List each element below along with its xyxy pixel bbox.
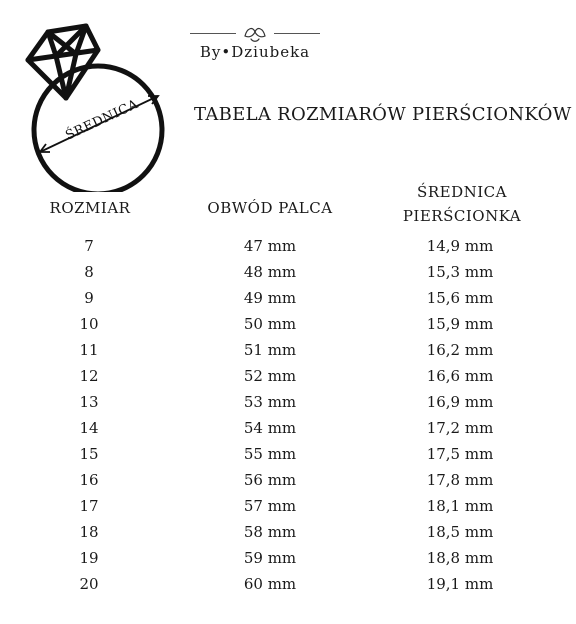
size-cell: 17 <box>79 497 99 515</box>
brand-logo <box>190 22 320 62</box>
circumference-cell: 54 mm <box>243 419 297 437</box>
circumference-cell: 56 mm <box>243 471 297 489</box>
diamond-ring-icon <box>10 12 180 192</box>
size-cell: 10 <box>79 315 99 333</box>
circumference-cell: 53 mm <box>243 393 297 411</box>
size-cell: 16 <box>79 471 99 489</box>
table-row <box>0 572 576 598</box>
size-table <box>0 234 576 598</box>
size-cell: 9 <box>84 289 94 307</box>
diameter-cell: 16,9 mm <box>426 393 494 411</box>
size-cell: 20 <box>79 575 99 593</box>
diameter-cell: 17,5 mm <box>426 445 494 463</box>
size-cell: 19 <box>79 549 99 567</box>
diameter-cell: 18,1 mm <box>426 497 494 515</box>
header-size: ROZMIAR <box>49 199 131 217</box>
diameter-cell: 15,6 mm <box>426 289 494 307</box>
circumference-cell: 57 mm <box>243 497 297 515</box>
header-circumference: OBWÓD PALCA <box>207 199 333 217</box>
table-row <box>0 338 576 364</box>
circumference-cell: 49 mm <box>243 289 297 307</box>
table-row <box>0 286 576 312</box>
table-row <box>0 520 576 546</box>
diameter-cell: 16,6 mm <box>426 367 494 385</box>
bird-pair-icon <box>241 22 269 44</box>
size-cell: 13 <box>79 393 99 411</box>
table-row <box>0 468 576 494</box>
header-diameter-line1: ŚREDNICA <box>417 183 507 201</box>
brand-divider-left <box>190 33 236 34</box>
circumference-cell: 60 mm <box>243 575 297 593</box>
table-row <box>0 442 576 468</box>
diameter-cell: 14,9 mm <box>426 237 494 255</box>
table-row <box>0 364 576 390</box>
circumference-cell: 48 mm <box>243 263 297 281</box>
size-cell: 11 <box>79 341 99 359</box>
table-row <box>0 260 576 286</box>
brand-name: By•Dziubeka <box>199 43 311 61</box>
table-row <box>0 546 576 572</box>
circumference-cell: 50 mm <box>243 315 297 333</box>
diameter-cell: 17,8 mm <box>426 471 494 489</box>
table-row <box>0 494 576 520</box>
circumference-cell: 55 mm <box>243 445 297 463</box>
table-row <box>0 390 576 416</box>
circumference-cell: 47 mm <box>243 237 297 255</box>
diameter-cell: 17,2 mm <box>426 419 494 437</box>
diameter-cell: 18,5 mm <box>426 523 494 541</box>
header-diameter-line2: PIERŚCIONKA <box>402 207 522 225</box>
circumference-cell: 58 mm <box>243 523 297 541</box>
size-cell: 15 <box>79 445 99 463</box>
circumference-cell: 59 mm <box>243 549 297 567</box>
size-cell: 12 <box>79 367 99 385</box>
table-row <box>0 234 576 260</box>
size-cell: 14 <box>79 419 99 437</box>
size-cell: 7 <box>84 237 94 255</box>
diameter-cell: 16,2 mm <box>426 341 494 359</box>
size-cell: 18 <box>79 523 99 541</box>
header-diameter <box>390 180 534 228</box>
table-row <box>0 312 576 338</box>
ring-diameter-label: ŚREDNICA <box>63 96 141 144</box>
diameter-cell: 15,9 mm <box>426 315 494 333</box>
diameter-cell: 18,8 mm <box>426 549 494 567</box>
diameter-cell: 19,1 mm <box>426 575 494 593</box>
brand-divider-right <box>274 33 320 34</box>
circumference-cell: 51 mm <box>243 341 297 359</box>
diameter-cell: 15,3 mm <box>426 263 494 281</box>
size-cell: 8 <box>84 263 94 281</box>
circumference-cell: 52 mm <box>243 367 297 385</box>
page-title: TABELA ROZMIARÓW PIERŚCIONKÓW <box>194 104 572 125</box>
table-row <box>0 416 576 442</box>
